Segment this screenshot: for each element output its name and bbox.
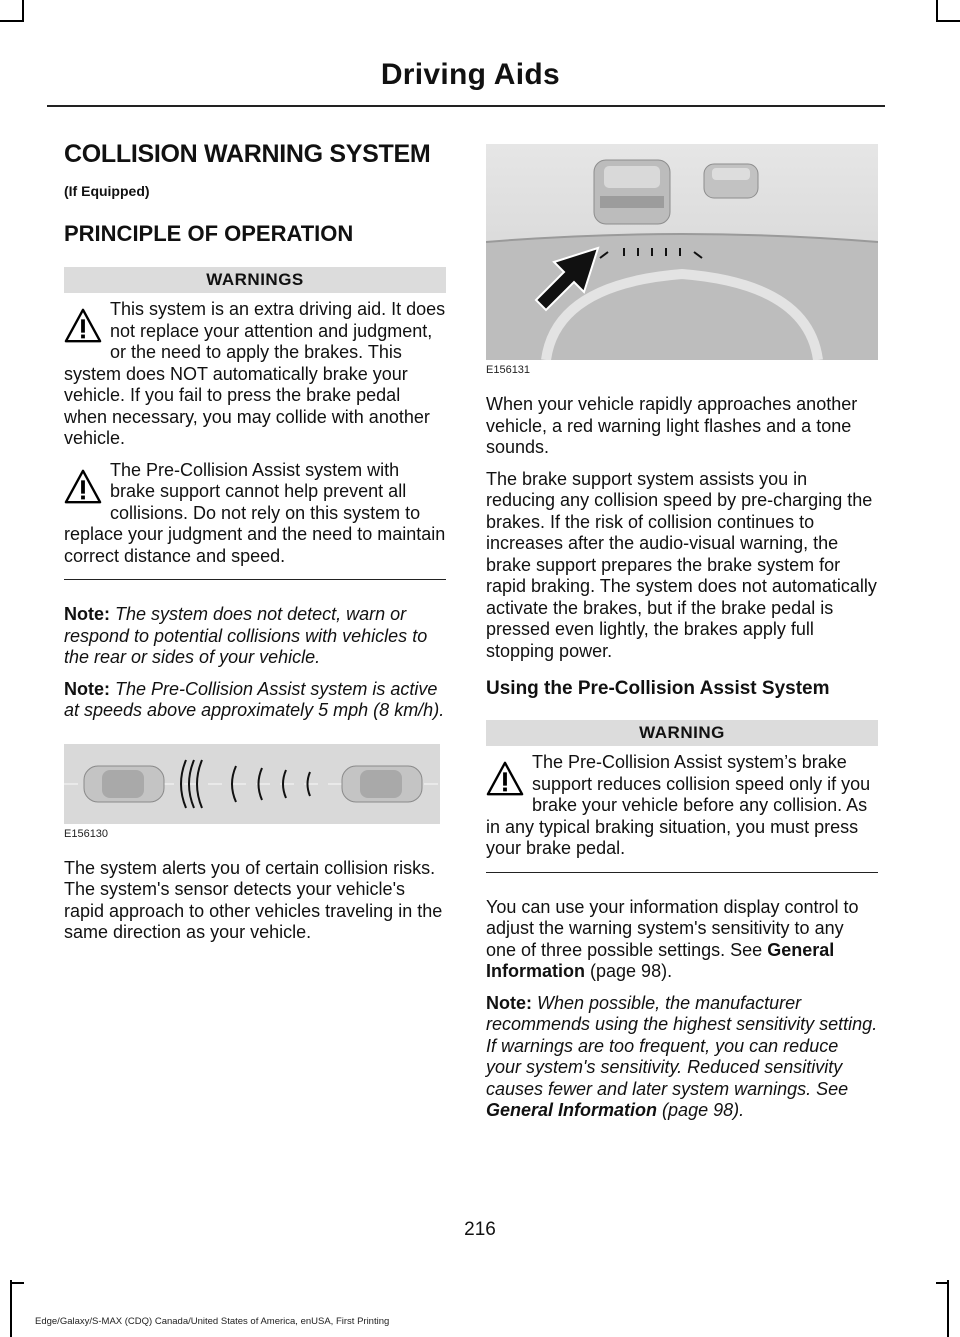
note-text: When possible, the manufacturer recommends using the highest sensitivity setting. If warnings are too frequent, you can reduce your system's sensitivity. Reduced sensitivity causes fewer and later system warnings. See	[486, 992, 878, 1099]
crop-mark	[10, 1280, 12, 1337]
principle-heading: PRINCIPLE OF OPERATION	[64, 221, 354, 246]
cross-reference-link[interactable]: General Information	[486, 939, 835, 981]
warning-text: The Pre-Collision Assist system with brake support cannot help prevent all collisions. Do not rely on this system to replace your judgment and the need to maintain correct distance and speed.	[64, 459, 446, 566]
edition-footer: Edge/Galaxy/S-MAX (CDQ) Canada/United States of America, enUSA, First Printing	[35, 1316, 390, 1327]
note-label: Note:	[486, 992, 532, 1013]
crop-mark	[936, 1282, 949, 1284]
note-label: Note:	[64, 604, 110, 624]
paragraph: The system alerts you of certain collision risks. The system's sensor detects your vehicle's rapid approach to other vehicles traveling in the same direction as your vehicle.	[64, 857, 443, 942]
radar-illustration-art	[64, 744, 440, 824]
figure-id: E156130	[64, 827, 109, 840]
note-label: Note:	[64, 678, 110, 699]
paragraph-text: You can use your information display control to adjust the warning system's sensitivity to any one of three possible settings. See	[486, 896, 859, 960]
divider	[486, 872, 878, 873]
dashboard-illustration	[486, 144, 878, 360]
using-heading: Using the Pre-Collision Assist System	[486, 678, 830, 699]
note	[64, 604, 446, 669]
page-number: 216	[464, 1219, 496, 1240]
left-column	[64, 140, 446, 954]
warning-triangle-icon	[64, 307, 102, 345]
header-rule	[47, 105, 885, 107]
page-reference: (page 98).	[662, 1100, 745, 1120]
warning-triangle-icon	[64, 468, 102, 506]
crop-mark	[936, 20, 960, 22]
warning-triangle-icon	[486, 760, 524, 798]
page-reference: (page 98).	[590, 961, 673, 981]
crop-mark	[936, 0, 938, 22]
warnings-heading: WARNINGS	[64, 267, 446, 293]
page-title: COLLISION WARNING SYSTEM	[64, 140, 431, 168]
warning-item	[64, 460, 446, 568]
warning-heading: WARNING	[486, 720, 878, 746]
dashboard-illustration-art	[486, 144, 878, 360]
note	[64, 679, 446, 722]
paragraph: The brake support system assists you in reducing any collision speed by pre-charging the brakes. If the risk of collision continues to increases after the audio-visual warning, the brake support prepares the brake system for rapid braking. The system does not automatically activate the brakes, but if the brake pedal is pressed even lightly, the brakes apply full stopping power.	[486, 468, 877, 661]
note-text: The Pre-Collision Assist system is active at speeds above approximately 5 mph (8 km/h).	[64, 678, 445, 720]
note	[486, 993, 878, 1122]
cross-reference-link[interactable]: General Information	[486, 1100, 658, 1120]
divider	[64, 579, 446, 580]
warning-item	[64, 299, 446, 450]
subtitle: (If Equipped)	[64, 183, 150, 199]
warning-text: The Pre-Collision Assist system’s brake support reduces collision speed only if you brake your vehicle before any collision. As in any typical braking situation, you must press your brake pedal.	[486, 752, 871, 858]
warning-item	[486, 752, 878, 860]
right-column	[486, 140, 878, 1132]
crop-mark	[10, 1282, 24, 1284]
crop-mark	[947, 1280, 949, 1337]
section-title: Driving Aids	[380, 58, 560, 91]
paragraph	[486, 897, 878, 983]
crop-mark	[22, 0, 24, 22]
crop-mark	[0, 20, 24, 22]
warning-text: This system is an extra driving aid. It does not replace your attention and judgment, or the need to apply the brakes. This system does NOT automatically brake your vehicle. If you fail to press the brake pedal when necessary, you may collide with another vehicle.	[64, 299, 446, 448]
paragraph: When your vehicle rapidly approaches another vehicle, a red warning light flashes and a tone sounds.	[486, 394, 858, 457]
radar-illustration	[64, 744, 440, 824]
note-text: The system does not detect, warn or respond to potential collisions with vehicles to the rear or sides of your vehicle.	[64, 604, 428, 667]
figure-id: E156131	[486, 364, 531, 376]
